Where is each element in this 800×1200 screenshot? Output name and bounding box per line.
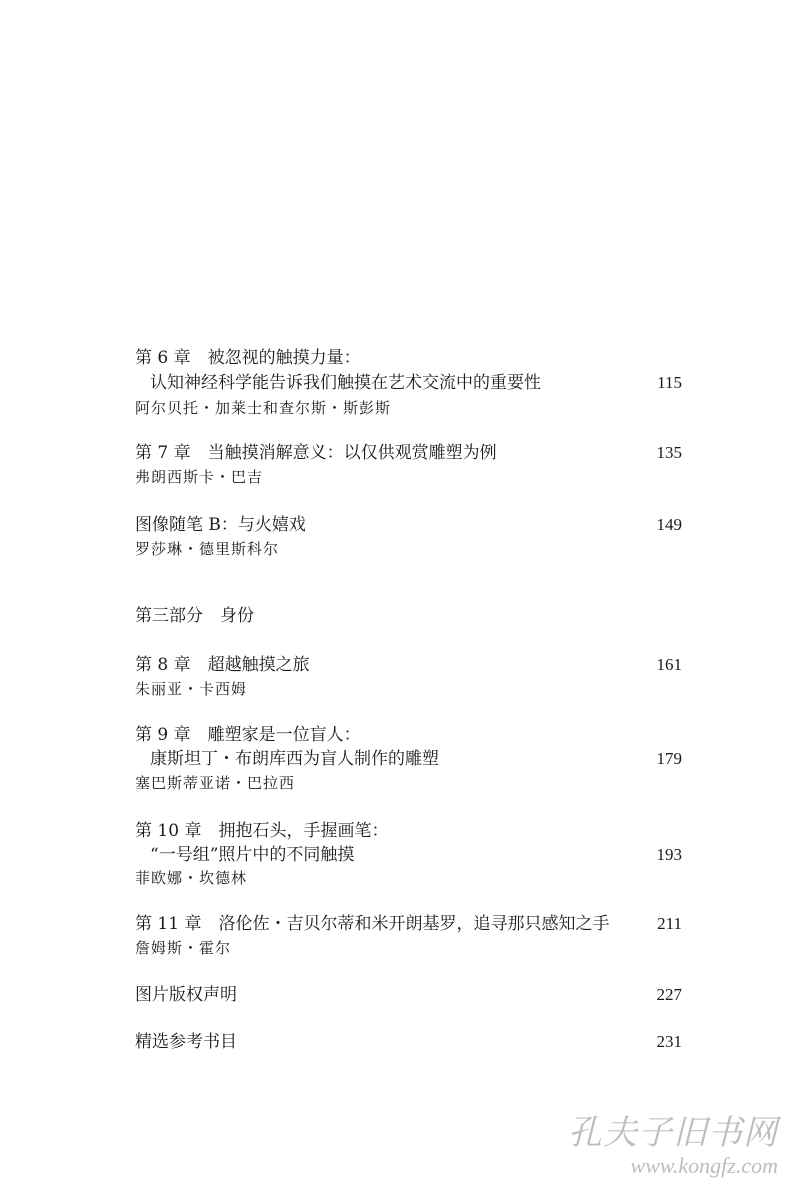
watermark bbox=[568, 1114, 778, 1180]
toc-entry-ch8-heading bbox=[135, 654, 310, 676]
chapter-label: 第 6 章 bbox=[135, 348, 191, 368]
page-number: 135 bbox=[656, 443, 682, 462]
page-number: 149 bbox=[656, 515, 682, 534]
chapter-title: 当触摸消解意义：以仅供观赏雕塑为例 bbox=[207, 443, 497, 463]
page-number: 231 bbox=[656, 1032, 682, 1051]
chapter-label: 第 8 章 bbox=[135, 655, 191, 675]
chapter-label: 第 10 章 bbox=[135, 821, 202, 841]
page-number: 115 bbox=[657, 373, 682, 392]
chapter-author: 菲欧娜・坎德林 bbox=[135, 869, 248, 887]
chapter-subtitle: “一号组”照片中的不同触摸 bbox=[150, 845, 355, 865]
toc-entry-ch11-heading bbox=[135, 913, 609, 935]
chapter-author: 詹姆斯・霍尔 bbox=[135, 939, 232, 957]
watermark-text: 孔夫子旧书网 bbox=[568, 1113, 778, 1153]
chapter-subtitle: 康斯坦丁・布朗库西为盲人制作的雕塑 bbox=[150, 749, 439, 769]
chapter-title: 拥抱石头，手握画笔： bbox=[218, 821, 389, 841]
chapter-author: 朱丽亚・卡西姆 bbox=[135, 680, 248, 698]
part-heading: 第三部分 身份 bbox=[135, 606, 254, 626]
page-number: 161 bbox=[656, 655, 682, 674]
chapter-label: 第 9 章 bbox=[135, 725, 191, 745]
chapter-author: 罗莎琳・德里斯科尔 bbox=[135, 540, 280, 558]
chapter-title: 雕塑家是一位盲人： bbox=[207, 725, 361, 745]
toc-entry-image-credits: 图片版权声明 bbox=[135, 985, 237, 1005]
page-number: 193 bbox=[656, 845, 682, 864]
chapter-subtitle: 认知神经科学能告诉我们触摸在艺术交流中的重要性 bbox=[150, 373, 541, 393]
toc-entry-ch6-heading bbox=[135, 347, 361, 369]
toc-entry-ch10-heading bbox=[135, 820, 388, 842]
page-number: 179 bbox=[656, 749, 682, 768]
chapter-title: 被忽视的触摸力量： bbox=[207, 348, 361, 368]
toc-entry-ch7-heading bbox=[135, 442, 497, 464]
chapter-author: 阿尔贝托・加莱士和查尔斯・斯彭斯 bbox=[135, 399, 392, 417]
chapter-label: 第 7 章 bbox=[135, 443, 191, 463]
chapter-title: 超越触摸之旅 bbox=[207, 655, 310, 675]
toc-entry-ch9-heading bbox=[135, 724, 361, 746]
watermark-url: www.kongfz.com bbox=[630, 1153, 778, 1178]
chapter-author: 塞巴斯蒂亚诺・巴拉西 bbox=[135, 774, 296, 792]
page-number: 227 bbox=[656, 985, 682, 1004]
toc-entry-bibliography: 精选参考书目 bbox=[135, 1032, 237, 1052]
chapter-title: 洛伦佐・吉贝尔蒂和米开朗基罗，追寻那只感知之手 bbox=[218, 914, 610, 934]
chapter-label: 第 11 章 bbox=[135, 914, 202, 934]
toc-entry-image-essay-b: 图像随笔 B：与火嬉戏 bbox=[135, 515, 306, 535]
chapter-author: 弗朗西斯卡・巴吉 bbox=[135, 468, 264, 486]
page-number: 211 bbox=[657, 914, 682, 933]
